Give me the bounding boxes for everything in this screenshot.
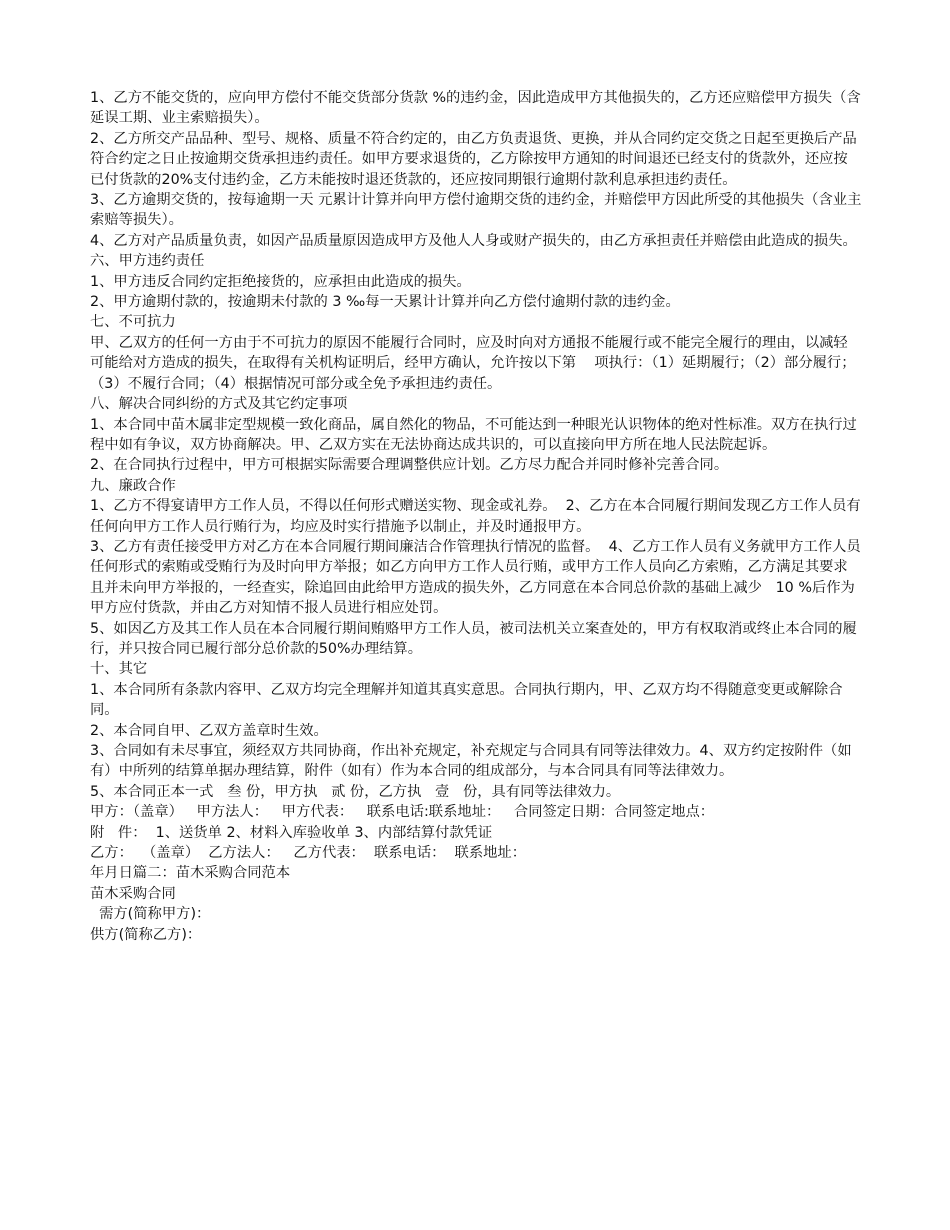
clause-text: 甲、乙双方的任何一方由于不可抗力的原因不能履行合同时，应及时向对方通报不能履行或不能完全履行的理由，以减轻可能给对方造成的损失，在取得有关机构证明后，经甲方确认，允许按以下第 项执行：（1）延期履行；（2）部分履行；（3）不履行合同；（4）根据情况可部分或全免予承担违约责任。 <box>90 334 856 392</box>
clause-text: 3、乙方逾期交货的，按每逾期一天 元累计计算并向甲方偿付逾期交货的违约金，并赔偿甲方因此所受的其他损失（含业主索赔等损失）。 <box>90 192 862 229</box>
clause-text: 2、本合同自甲、乙双方盖章时生效。 <box>90 722 328 739</box>
clause-text: 5、如因乙方及其工作人员在本合同履行期间贿赂甲方工作人员，被司法机关立案查处的，甲方有权取消或终止本合同的履行，并只按合同已履行部分总价款的50%办理结算。 <box>90 620 857 657</box>
clause-text: 1、本合同所有条款内容甲、乙双方均完全理解并知道其真实意思。合同执行期内，甲、乙双方均不得随意变更或解除合同。 <box>90 681 843 719</box>
section-heading: 十、其它 <box>90 661 148 678</box>
clause-text: 1、乙方不能交货的，应向甲方偿付不能交货部分货款 %的违约金，因此造成甲方其他损失的，乙方还应赔偿甲方损失（含延误工期、业主索赔损失）。 <box>90 90 861 127</box>
document-title: 苗木采购合同 <box>90 885 176 902</box>
clause-text: 1、本合同中苗木属非定型规模一致化商品，属自然化的物品，不可能达到一种眼光认识物体的绝对性标准。双方在执行过程中如有争议，双方协商解决。甲、乙双方实在无法协商达成共识的，可以直接向甲方所在地人民法院起诉。 <box>90 416 857 453</box>
section-heading: 九、廉政合作 <box>90 477 176 494</box>
clause-text: 2、在合同执行过程中，甲方可根据实际需要合理调整供应计划。乙方尽力配合并同时修补完善合同。 <box>90 457 729 474</box>
buyer-line: 需方(简称甲方)： <box>90 906 211 923</box>
contract-document <box>90 88 862 945</box>
clause-text: 5、本合同正本一式 叁 份，甲方执 贰 份，乙方执 壹 份，具有同等法律效力。 <box>90 783 621 800</box>
section-heading: 八、解决合同纠纷的方式及其它约定事项 <box>90 396 348 413</box>
signature-party-b: 乙方： （盖章） 乙方法人： 乙方代表： 联系电话： 联系地址： <box>90 845 527 862</box>
attachments-line: 附 件： 1、送货单 2、材料入库验收单 3、内部结算付款凭证 <box>90 824 493 841</box>
clause-text: 3、合同如有未尽事宜，须经双方共同协商，作出补充规定，补充规定与合同具有同等法律效力。4、双方约定按附件（如有）中所列的结算单据办理结算，附件（如有）作为本合同的组成部分，与本合同具有同等法律效力。 <box>90 743 852 780</box>
section-heading: 六、甲方违约责任 <box>90 253 205 270</box>
clause-text: 3、乙方有责任接受甲方对乙方在本合同履行期间廉洁合作管理执行情况的监督。 4、乙方工作人员有义务就甲方工作人员任何形式的索贿或受贿行为及时向甲方举报；如乙方向甲方工作人员行贿，或甲方工作人员向乙方索贿，乙方满足其要求且并未向甲方举报的，一经查实，除追回由此给甲方造成的损失外，乙方同意在本合同总价款的基础上减少 10 %后作为甲方应付货款，并由乙方对知情不报人员进行相应处罚。 <box>90 538 861 617</box>
section-heading: 七、不可抗力 <box>90 314 176 331</box>
clause-text: 4、乙方对产品质量负责，如因产品质量原因造成甲方及他人人身或财产损失的，由乙方承担责任并赔偿由此造成的损失。 <box>90 232 857 249</box>
clause-text: 2、乙方所交产品品种、型号、规格、质量不符合约定的，由乙方负责退货、更换，并从合同约定交货之日起至更换后产品符合约定之日止按逾期交货承担违约责任。如甲方要求退货的，乙方除按甲方通知的时间退还已经支付的货款外，还应按已付货款的20%支付违约金，乙方未能按时退还货款的，还应按同期银行逾期付款利息承担违约责任。 <box>90 130 857 188</box>
clause-text: 1、乙方不得宴请甲方工作人员，不得以任何形式赠送实物、现金或礼券。 2、乙方在本合同履行期间发现乙方工作人员有任何向甲方工作人员行贿行为，均应及时实行措施予以制止，并及时通报甲方。 <box>90 498 861 535</box>
supplier-line: 供方(简称乙方)： <box>90 926 202 943</box>
clause-text: 1、甲方违反合同约定拒绝接货的，应承担由此造成的损失。 <box>90 273 471 290</box>
date-line: 年月日篇二：苗木采购合同范本 <box>90 865 291 882</box>
clause-text: 2、甲方逾期付款的，按逾期未付款的 3 ‰每一天累计计算并向乙方偿付逾期付款的违约金。 <box>90 294 680 311</box>
signature-party-a: 甲方：（盖章） 甲方法人： 甲方代表： 联系电话:联系地址： 合同签定日期：合同签定地点： <box>90 804 715 821</box>
